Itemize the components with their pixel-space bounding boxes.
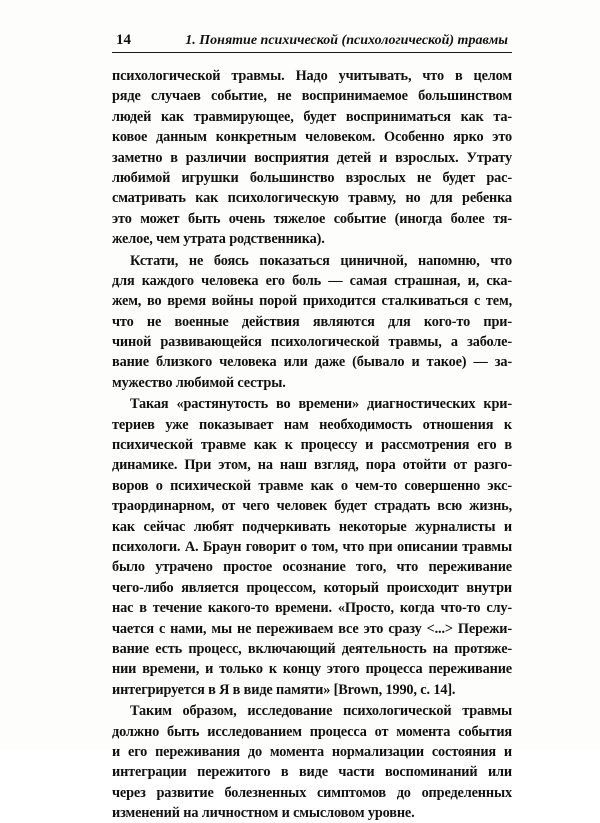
text-line: жем, во время войны порой приходится сталкиваться с тем,	[112, 293, 512, 310]
text-line: мужество любимой сестры.	[112, 374, 286, 391]
page-number: 14	[116, 32, 131, 48]
text-line: и его переживания до момента нормализации состояния и	[112, 743, 512, 760]
text-line: нас в течение какого-то времени. «Просто, когда что-то слу-	[112, 600, 512, 617]
text-line: чается с нами, мы не переживаем все это сразу <...> Пережи-	[112, 620, 512, 637]
text-line: ряде случаев событие, не воспринимаемое большинством	[112, 88, 512, 105]
text-line: должно быть исследованием процесса от момента события	[112, 723, 512, 740]
text-line: желое, чем утрата родственника).	[112, 231, 325, 248]
paragraph-3	[112, 394, 512, 700]
text-line: Кстати, не боясь показаться циничной, напомню, что	[130, 252, 512, 269]
running-header	[112, 30, 512, 53]
text-line: вание близкого человека или даже (бывало и такое) — за-	[112, 354, 512, 371]
text-line: как сейчас любят подчеркивать некоторые журналисты и	[112, 518, 512, 535]
text-line: ковое данным конкретным человеком. Особенно ярко это	[112, 129, 512, 146]
text-line: чего-либо является процессом, который происходит внутри	[112, 579, 512, 596]
text-line: что не военные действия являются для кого-то при-	[112, 313, 512, 330]
text-line: сматривать как психологическую травму, но для ребенка	[112, 190, 512, 207]
text-line: Такая «растянутость во времени» диагностических кри-	[130, 396, 512, 413]
text-line: для каждого человека его боль — самая страшная, и, ска-	[112, 272, 512, 289]
chapter-title: 1. Понятие психической (психологической) травмы	[185, 33, 508, 48]
paragraph-1	[112, 66, 512, 250]
text-line: вание есть процесс, включающий деятельность на протяже-	[112, 640, 512, 657]
text-line: любимой игрушки большинство взрослых не будет рас-	[112, 169, 512, 186]
text-line: это может быть очень тяжелое событие (иногда более тя-	[112, 210, 512, 227]
text-line: изменений на личностном и смысловом уровне.	[112, 805, 415, 822]
text-line: психологи. А. Браун говорит о том, что при описании травмы	[112, 538, 512, 555]
text-line: териев уже показывает нам необходимость отношения к	[112, 416, 512, 433]
paragraph-4	[112, 701, 512, 823]
text-line: психологической травмы. Надо учитывать, что в целом	[112, 68, 512, 84]
text-line: было утрачено простое осознание того, что переживание	[112, 559, 512, 576]
text-line: воров о психической травме как о чем-то совершенно экс-	[112, 477, 512, 494]
text-line: интегрируется в Я в виде памяти» [Brown, 1990, с. 14].	[112, 681, 456, 698]
text-line: траординарном, от чего человек будет страдать всю жизнь,	[112, 498, 512, 515]
text-line: нии времени, и только к концу этого процесса переживание	[112, 661, 512, 678]
text-line: интеграции пережитого в виде части воспоминаний или	[112, 764, 512, 781]
text-line: людей как травмирующее, будет восприниматься как та-	[112, 108, 512, 125]
text-line: динамике. При этом, на наш взгляд, пора отойти от разго-	[112, 457, 512, 474]
text-line: через развитие болезненных симптомов до определенных	[112, 784, 512, 801]
text-line: Таким образом, исследование психологической травмы	[130, 703, 512, 720]
text-line: чиной развивающейся психологической травмы, а заболе-	[112, 334, 512, 351]
text-line: психической травме как к процессу и рассмотрения его в	[112, 437, 512, 454]
paragraph-2	[112, 251, 512, 394]
text-line: заметно в различии восприятия детей и взрослых. Утрату	[112, 149, 512, 166]
body-text	[112, 66, 512, 823]
